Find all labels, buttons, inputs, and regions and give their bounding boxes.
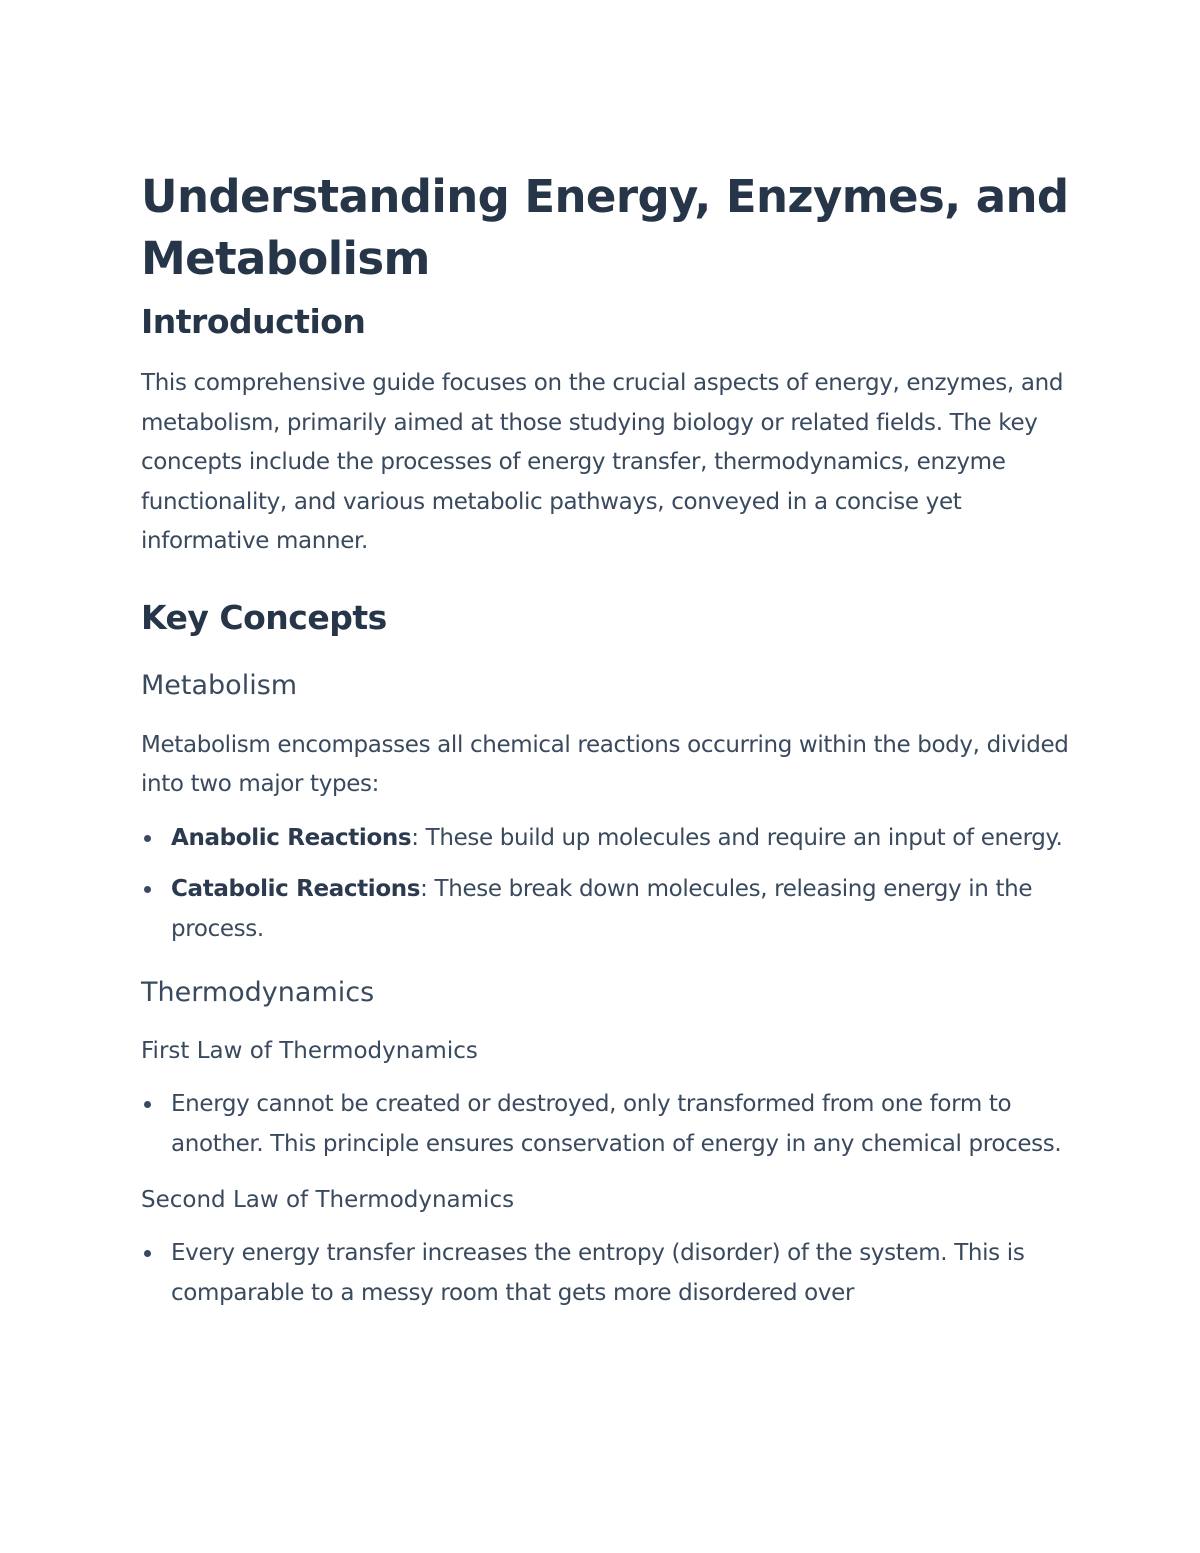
list-item-text: Energy cannot be created or destroyed, only transformed from one form to another. This principle ensures conservation of energy in any chemical process. <box>171 1091 1062 1157</box>
bullet-icon <box>144 1250 151 1257</box>
list-item <box>141 819 1071 859</box>
second-law-heading: Second Law of Thermodynamics <box>141 1187 515 1213</box>
list-item-text: : These break down molecules, releasing energy in the process. <box>171 876 1033 942</box>
bullet-icon <box>144 1101 151 1108</box>
document-title: Understanding Energy, Enzymes, and Metabolism <box>141 170 1069 285</box>
bullet-icon <box>144 835 151 842</box>
introduction-heading: Introduction <box>141 302 366 341</box>
list-item-term: Catabolic Reactions <box>171 876 421 902</box>
list-item <box>141 1234 1071 1313</box>
list-item <box>141 870 1071 949</box>
first-law-heading: First Law of Thermodynamics <box>141 1038 478 1064</box>
document-page <box>141 166 1071 1313</box>
metabolism-paragraph: Metabolism encompasses all chemical reactions occurring within the body, divided into two major types: <box>141 731 1069 797</box>
metabolism-heading: Metabolism <box>141 669 298 701</box>
key-concepts-heading: Key Concepts <box>141 597 387 637</box>
list-item-text: : These build up molecules and require an input of energy. <box>411 824 1063 851</box>
second-law-list <box>141 1234 1071 1313</box>
thermodynamics-heading: Thermodynamics <box>141 977 375 1008</box>
list-item <box>141 1085 1071 1164</box>
list-item-text: Every energy transfer increases the entropy (disorder) of the system. This is comparable to a messy room that gets more disordered over <box>171 1240 1025 1306</box>
first-law-list <box>141 1085 1071 1164</box>
introduction-paragraph: This comprehensive guide focuses on the crucial aspects of energy, enzymes, and metabolism, primarily aimed at those studying biology or related fields. The key concepts include the processes of energy transfer, thermodynamics, enzyme functionality, and various metabolic pathways, conveyed in a concise yet informative manner. <box>141 370 1064 554</box>
metabolism-list <box>141 819 1071 950</box>
list-item-term: Anabolic Reactions <box>171 824 412 851</box>
bullet-icon <box>144 886 151 893</box>
